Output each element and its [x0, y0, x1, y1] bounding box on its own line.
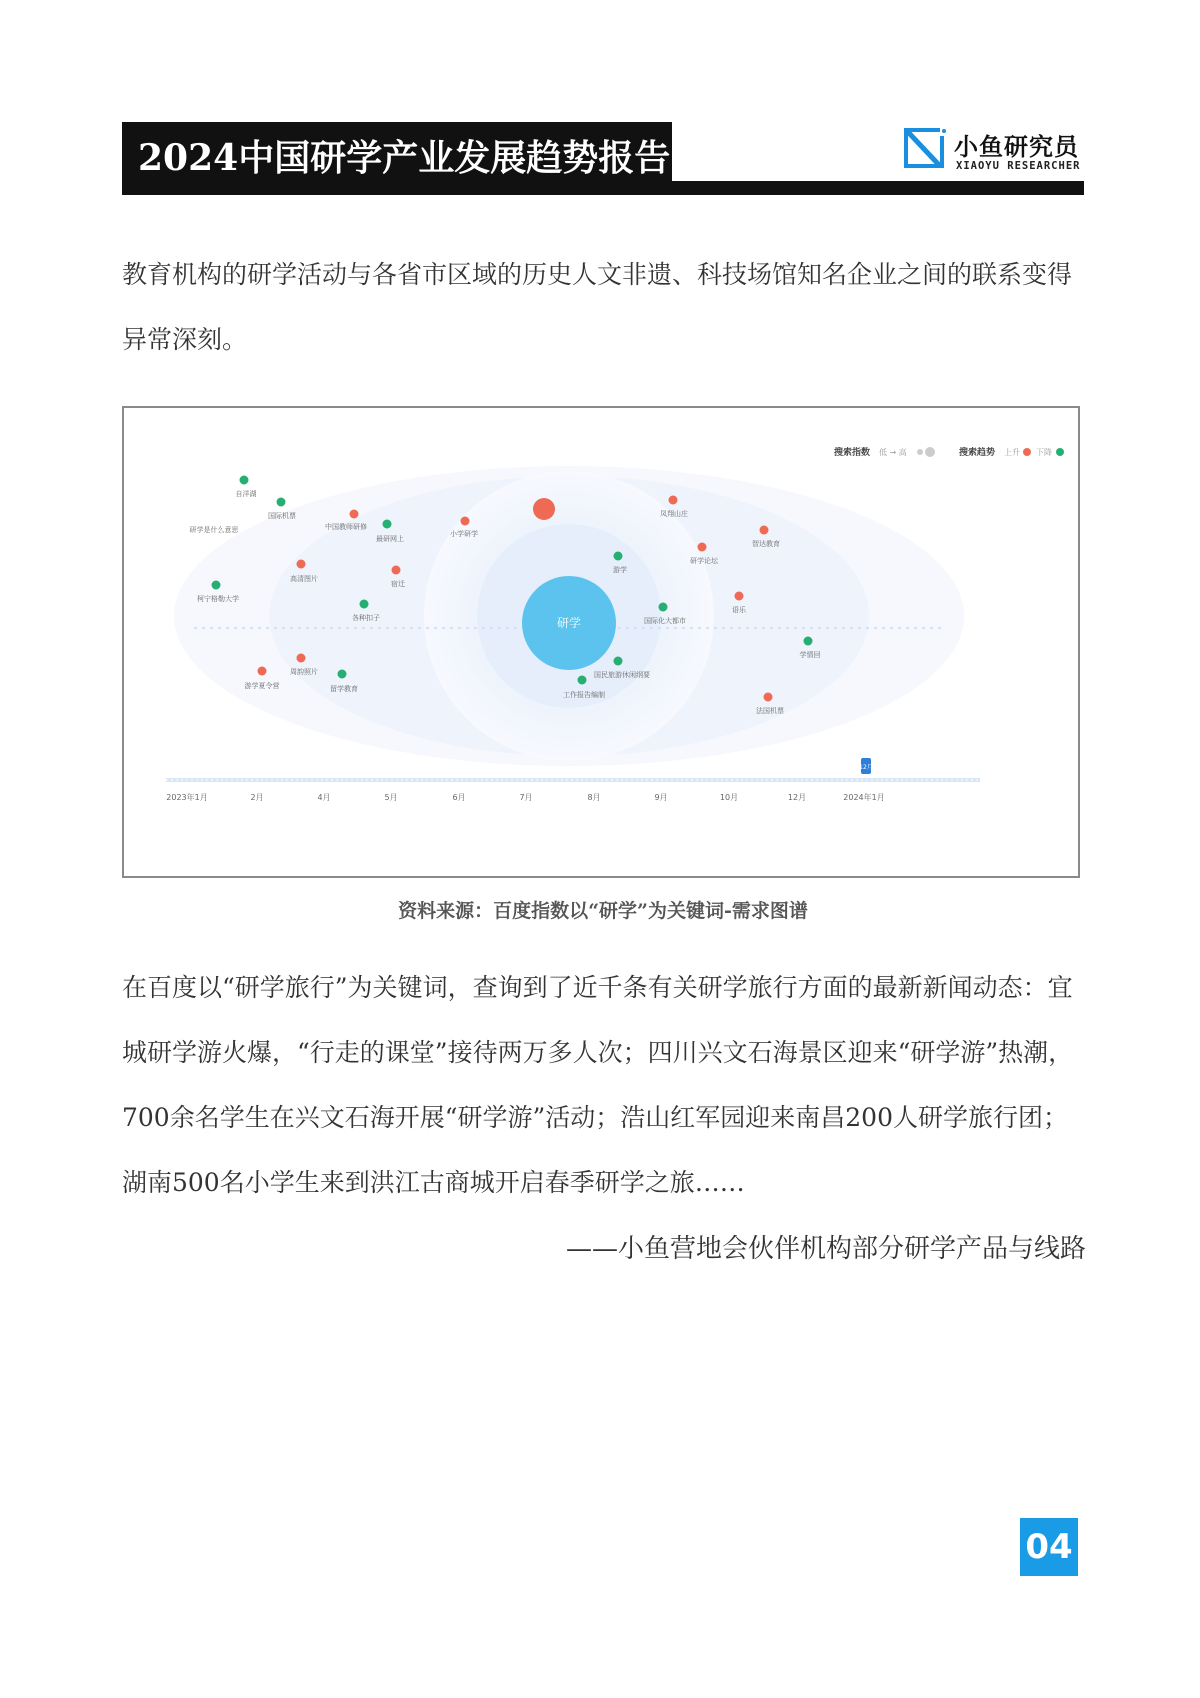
news-paragraph: 在百度以“研学旅行”为关键词，查询到了近千条有关研学旅行方面的最新新闻动态：宜城研学游火爆，“行走的课堂”接待两万多人次；四川兴文石海景区迎来“研学游”热潮，700余名学生在兴文石海开展“研学游”活动；浩山红军园迎来南昌200人研学旅行团；湖南500名小学生来到洪江古商城开启春季研学之旅……	[122, 973, 1074, 1197]
timeline-label: 4月	[317, 793, 331, 802]
keyword-dot	[338, 670, 347, 679]
keyword-dot	[698, 543, 707, 552]
keyword-dot	[764, 693, 773, 702]
timeline-label: 5月	[384, 793, 398, 802]
keyword-label: 凤翔山庄	[660, 510, 688, 518]
title-underline	[122, 181, 1084, 195]
legend-falling-dot	[1056, 448, 1064, 456]
logo-mark-icon	[904, 128, 948, 172]
keyword-label: 研学论坛	[690, 557, 718, 565]
legend-search-index-range: 低 → 高	[879, 448, 907, 457]
keyword-label: 语乐	[732, 606, 746, 614]
keyword-dot	[533, 498, 555, 520]
keyword-dot	[240, 476, 249, 485]
keyword-label: 周韵照片	[290, 668, 318, 676]
timeline-labels	[166, 792, 884, 802]
intro-paragraph: 教育机构的研学活动与各省市区域的历史人文非遗、科技场馆知名企业之间的联系变得异常深刻。	[122, 260, 1073, 354]
timeline-label: 8月	[587, 793, 601, 802]
keyword-node[interactable]	[236, 476, 257, 499]
keyword-label: 法国机票	[756, 707, 784, 715]
keyword-label: 研学是什么意思	[189, 526, 239, 534]
keyword-dot	[461, 517, 470, 526]
timeline-label: 9月	[654, 793, 668, 802]
report-title: 2024中国研学产业发展趋势报告	[122, 122, 672, 194]
keyword-dot	[669, 496, 678, 505]
keyword-label: 智达教育	[752, 540, 780, 548]
keyword-dot	[277, 498, 286, 507]
keyword-label: 游学	[613, 566, 627, 574]
legend-search-index-label: 搜索指数	[834, 448, 871, 458]
keyword-label: 游学夏令营	[244, 682, 280, 690]
demand-map-figure	[122, 406, 1080, 878]
keyword-dot	[804, 637, 813, 646]
keyword-dot	[578, 676, 587, 685]
keyword-dot	[258, 667, 267, 676]
keyword-label: 自洋湖	[235, 490, 257, 498]
page-number: 04	[1020, 1518, 1078, 1576]
timeline-marker-label: 12月	[859, 764, 873, 771]
keyword-label: 学情回	[799, 651, 821, 659]
keyword-dot	[212, 581, 221, 590]
keyword-dot	[614, 657, 623, 666]
legend-search-trend-label: 搜索趋势	[959, 448, 996, 458]
demand-map-chart	[124, 408, 1078, 876]
keyword-node[interactable]	[268, 498, 296, 521]
keyword-label: 国际机票	[268, 512, 296, 520]
keyword-label: 高清图片	[290, 575, 318, 583]
logo-text-cn: 小鱼研究员	[954, 133, 1079, 161]
legend-falling-label: 下降	[1036, 448, 1052, 457]
keyword-label: 各种扣子	[352, 614, 380, 622]
keyword-dot	[614, 552, 623, 561]
keyword-label: 中国教师研修	[325, 523, 367, 531]
keyword-label: 宿迁	[391, 580, 405, 588]
keyword-label: 留学教育	[330, 685, 358, 693]
keyword-dot	[360, 600, 369, 609]
keyword-dot	[659, 603, 668, 612]
timeline-label: 2023年1月	[166, 793, 208, 802]
keyword-dot	[383, 520, 392, 529]
keyword-dot	[297, 560, 306, 569]
keyword-label: 柯宁格勒大学	[197, 595, 239, 603]
keyword-dot	[350, 510, 359, 519]
timeline-label: 6月	[452, 793, 466, 802]
timeline-label: 2024年1月	[843, 793, 885, 802]
timeline-label: 2月	[250, 793, 264, 802]
timeline-label: 10月	[719, 793, 739, 802]
timeline-label: 12月	[787, 793, 807, 802]
center-keyword-label: 研学	[556, 616, 582, 630]
keyword-dot	[735, 592, 744, 601]
chart-legend	[834, 446, 1064, 458]
legend-rising-dot	[1023, 448, 1031, 456]
keyword-label: 工作报告编制	[563, 691, 605, 699]
legend-index-dot-small	[917, 449, 923, 455]
timeline-marker[interactable]	[859, 758, 873, 774]
keyword-dot	[760, 526, 769, 535]
attribution: ——小鱼营地会伙伴机构部分研学产品与线路	[565, 1234, 1086, 1264]
keyword-label: 小学研学	[450, 530, 478, 538]
legend-rising-label: 上升	[1004, 448, 1020, 457]
legend-index-dot-large	[925, 447, 935, 457]
figure-caption: 资料来源：百度指数以“研学”为关键词-需求图谱	[398, 900, 808, 922]
keyword-label: 国际化大都市	[644, 617, 686, 625]
keyword-dot	[297, 654, 306, 663]
keyword-dot	[392, 566, 401, 575]
center-keyword-node	[522, 576, 616, 670]
keyword-label: 国民旅游休闲纲要	[594, 671, 650, 679]
logo-text-en: XIAOYU RESEARCHER	[956, 160, 1081, 172]
logo	[904, 124, 1088, 176]
keyword-label: 最研网上	[376, 535, 404, 543]
timeline-label: 7月	[519, 793, 533, 802]
